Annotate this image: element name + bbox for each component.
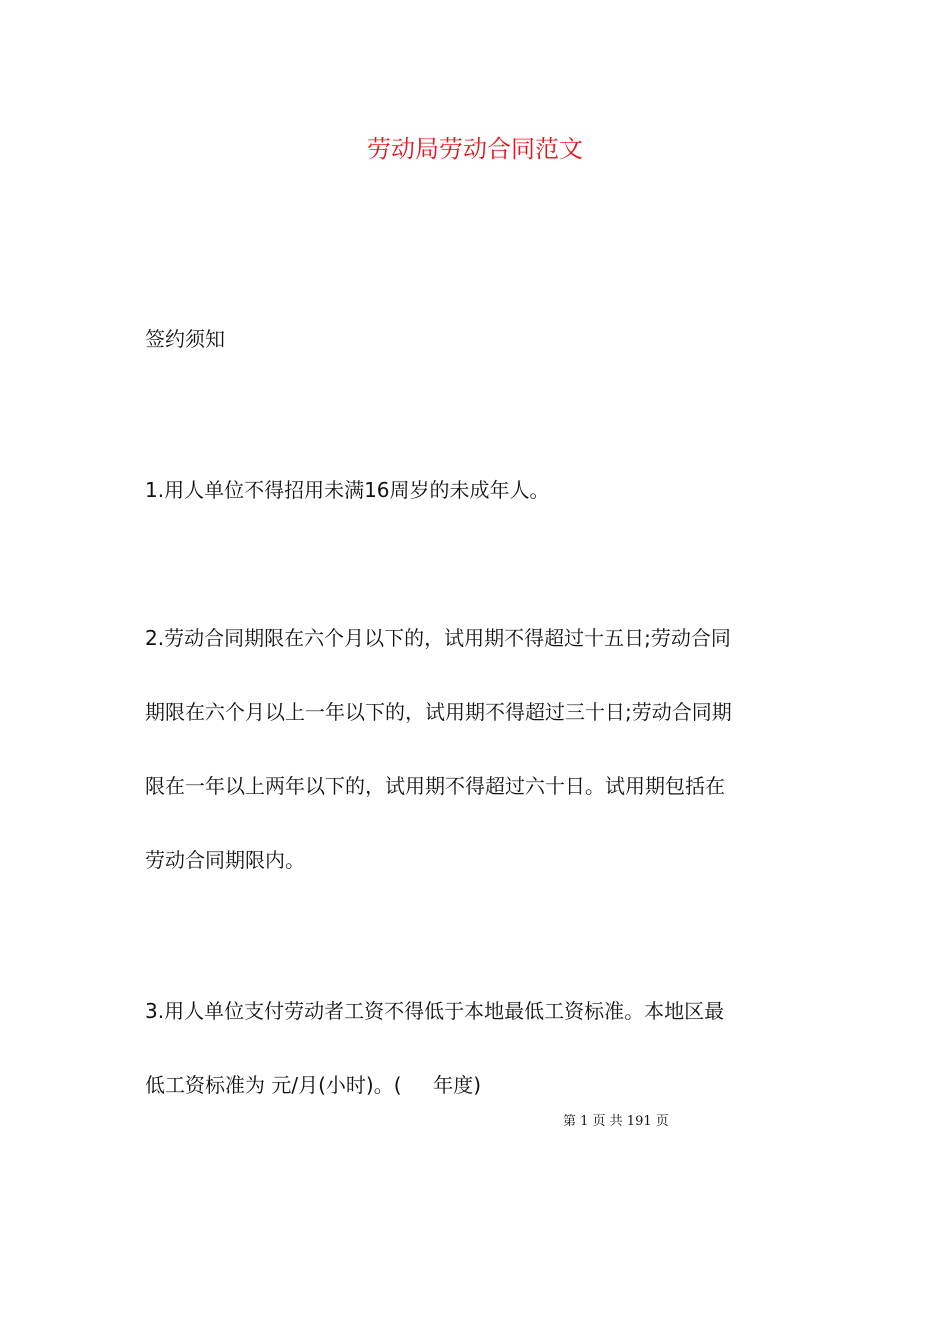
page-number-footer: 第 1 页 共 191 页	[563, 1114, 669, 1129]
section-heading: 签约须知	[145, 327, 225, 351]
clause-2-line-4: 劳动合同期限内。	[145, 848, 305, 872]
clause-2-line-1: 2.劳动合同期限在六个月以下的，试用期不得超过十五日;劳动合同	[145, 626, 731, 650]
clause-3-line-2: 低工资标准为 元/月(小时)。( 年度)	[145, 1073, 482, 1097]
clause-2-line-2: 期限在六个月以上一年以下的，试用期不得超过三十日;劳动合同期	[145, 700, 732, 724]
clause-3-line-1: 3.用人单位支付劳动者工资不得低于本地最低工资标准。本地区最	[145, 999, 725, 1023]
clause-1-line-1: 1.用人单位不得招用未满16周岁的未成年人。	[145, 478, 550, 502]
clause-2-line-3: 限在一年以上两年以下的，试用期不得超过六十日。试用期包括在	[145, 774, 725, 798]
document-title: 劳动局劳动合同范文	[367, 135, 583, 163]
